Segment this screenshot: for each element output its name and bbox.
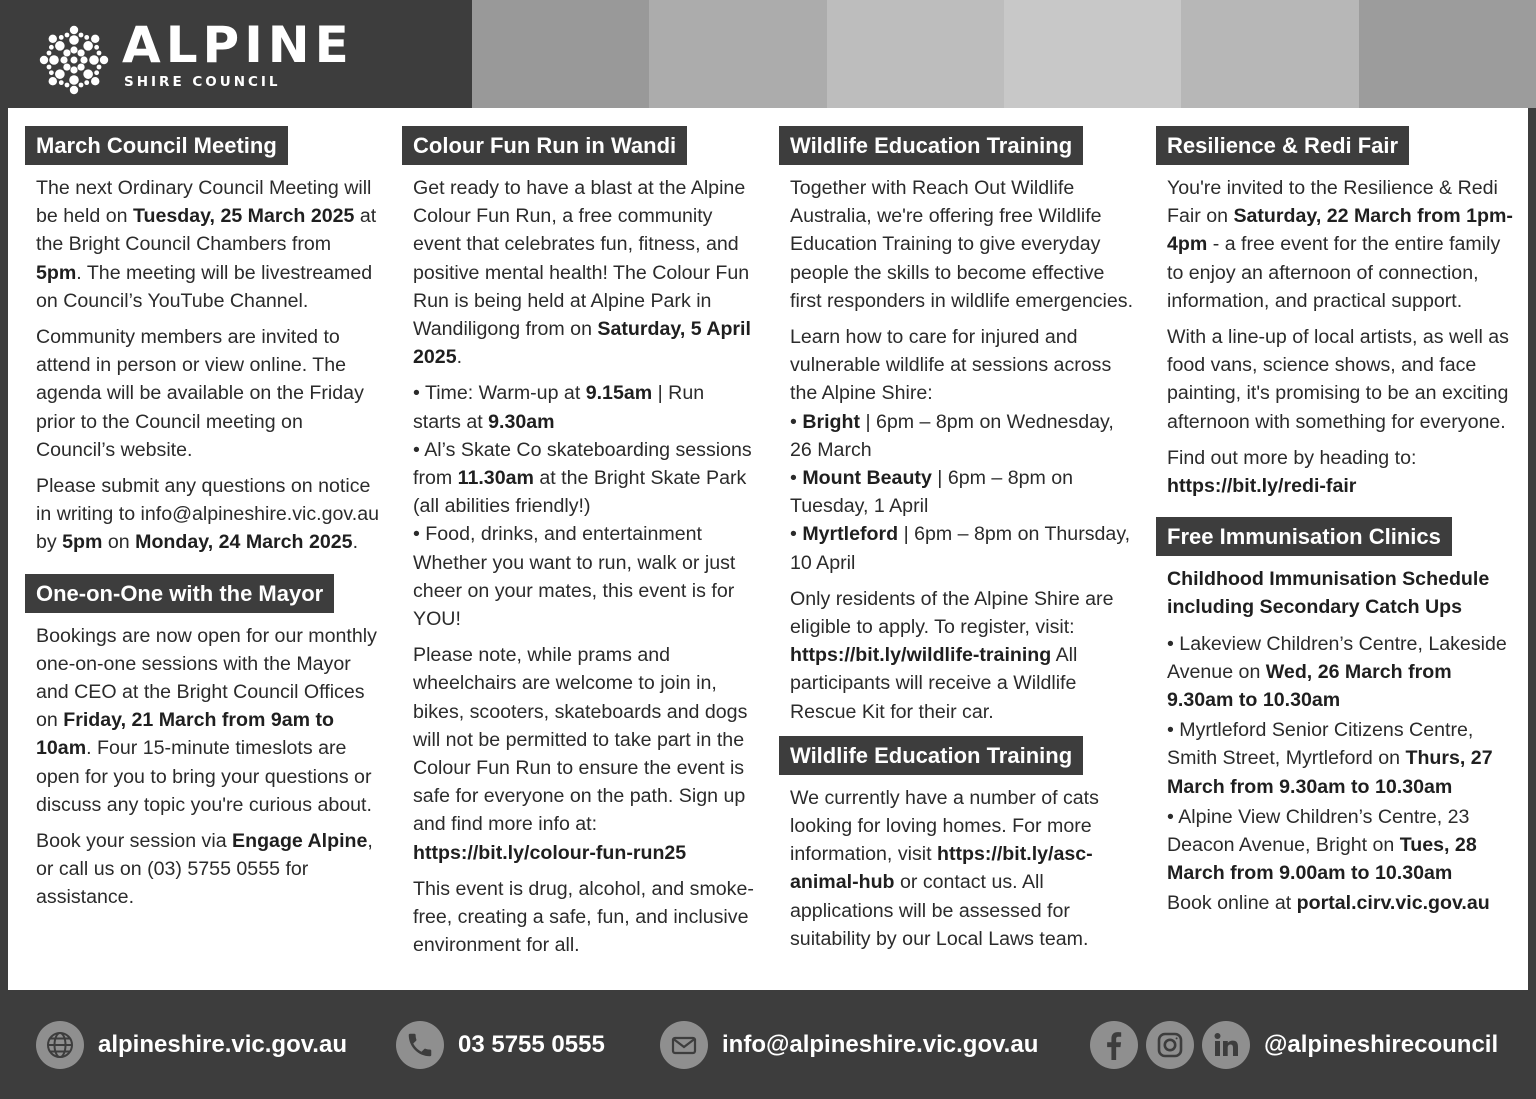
section-paragraph	[402, 875, 757, 960]
contact-footer	[0, 990, 1536, 1099]
emphasis-text: Monday, 24 March 2025	[135, 531, 353, 554]
immunisation-item	[1156, 716, 1520, 801]
body-text: Find out more by heading to:	[1167, 446, 1417, 469]
list-item	[790, 464, 1134, 520]
header-stripe	[1359, 0, 1536, 108]
body-text: | 6pm – 8pm on Wednesday, 26 March	[790, 410, 1114, 461]
body-text: | 6pm – 8pm on Thursday, 10 April	[790, 523, 1131, 574]
website-link[interactable]	[36, 1021, 347, 1069]
body-text: The next Ordinary Council Meeting will be held on	[36, 177, 372, 228]
section-paragraph	[779, 174, 1134, 315]
email-text: info@alpineshire.vic.gov.au	[722, 1031, 1039, 1058]
section-paragraph	[25, 174, 380, 315]
list-item	[413, 379, 757, 435]
body-text: Bookings are now open for our monthly one-on-one sessions with the Mayor and CEO at the Bright Council Offices on	[36, 624, 377, 732]
body-text: You're invited to the Resilience & Redi Fair on	[1167, 177, 1498, 228]
immunisation-item	[1156, 803, 1520, 888]
emphasis-text: 11.30am	[457, 467, 534, 490]
notices-panel	[8, 108, 1528, 990]
header-stripes	[472, 0, 1536, 108]
section-heading: Wildlife Education Training	[779, 126, 1083, 165]
emphasis-text: Mount Beauty	[802, 467, 932, 490]
body-text: on	[102, 531, 136, 554]
emphasis-text: 9.15am	[585, 382, 653, 405]
header-stripe	[649, 0, 826, 108]
logo-title: ALPINE	[122, 16, 354, 74]
header-stripe	[827, 0, 1004, 108]
emphasis-text: Friday, 21 March from 9am to 10am	[36, 709, 335, 760]
section-heading: March Council Meeting	[25, 126, 288, 165]
section-heading: Wildlife Education Training	[779, 736, 1083, 775]
bullet-list	[402, 379, 757, 633]
emphasis-text: Myrtleford	[802, 523, 899, 546]
section-paragraph	[25, 323, 380, 464]
website-text: alpineshire.vic.gov.au	[98, 1031, 347, 1058]
section-paragraph	[779, 323, 1134, 577]
column-3	[779, 126, 1134, 961]
section-paragraph	[1156, 174, 1520, 315]
emphasis-text: 5pm	[36, 261, 77, 284]
section-paragraph	[402, 641, 757, 867]
body-text: at the Bright Council Chambers from	[36, 205, 377, 256]
logo-subtitle: SHIRE COUNCIL	[124, 74, 281, 90]
body-text: Please submit any questions on notice in writing to info@alpineshire.vic.gov.au by	[36, 475, 379, 554]
column-4	[1156, 126, 1520, 920]
section-paragraph	[402, 174, 757, 371]
email-link[interactable]	[660, 1021, 1038, 1069]
body-text: • Alpine View Children’s Centre, 23 Deacon Avenue, Bright on	[1167, 805, 1470, 857]
list-item	[413, 436, 757, 521]
column-1	[25, 126, 380, 920]
body-text: • Al’s Skate Co skateboarding sessions from	[413, 438, 752, 490]
emphasis-text: Bright	[802, 410, 860, 433]
body-text: Get ready to have a blast at the Alpine Colour Fun Run, a free community event that celebrates fun, fitness, and positive mental health! The Colour Fun Run is being held at Alpine Park in Wandiligong from on	[413, 177, 750, 341]
column-2	[402, 126, 757, 967]
header-banner	[0, 0, 1536, 108]
emphasis-text: Engage Alpine	[232, 830, 368, 853]
immunisation-item	[1156, 630, 1520, 715]
social-handle-text: @alpineshirecouncil	[1264, 1031, 1499, 1058]
body-text: With a line-up of local artists, as well as food vans, science shows, and face painting, it's promising to be an exciting afternoon with something for everyone.	[1167, 326, 1509, 433]
header-stripe	[472, 0, 649, 108]
header-stripe	[1181, 0, 1358, 108]
instagram-icon[interactable]	[1146, 1021, 1194, 1069]
body-text: Learn how to care for injured and vulnerable wildlife at sessions across the Alpine Shire:	[790, 326, 1112, 405]
list-item	[790, 408, 1134, 464]
section-heading: Resilience & Redi Fair	[1156, 126, 1409, 165]
phone-icon	[396, 1021, 444, 1069]
body-text: - a free event for the entire family to enjoy an afternoon of connection, information, and practical support.	[1167, 233, 1501, 312]
emphasis-text: https://bit.ly/asc-animal-hub	[790, 843, 1093, 894]
section-paragraph	[1156, 323, 1520, 436]
section-paragraph	[779, 784, 1134, 953]
body-text: All participants will receive a Wildlife Rescue Kit for their car.	[790, 644, 1078, 723]
body-text: .	[352, 531, 359, 554]
body-text: •	[790, 523, 803, 546]
emphasis-text: Wed, 26 March from 9.30am to 10.30am	[1167, 660, 1452, 712]
body-text: Book your session via	[36, 830, 233, 853]
section-heading: Colour Fun Run in Wandi	[402, 126, 687, 165]
section-paragraph	[25, 472, 380, 557]
body-text: • Time: Warm-up at	[413, 382, 586, 405]
emphasis-text: Childhood Immunisation Schedule including Secondary Catch Ups	[1167, 568, 1490, 619]
snowflake-logo-icon	[34, 20, 114, 100]
body-text: • Myrtleford Senior Citizens Centre, Smith Street, Myrtleford on	[1167, 719, 1474, 770]
body-text: or contact us. All applications will be assessed for suitability by our Local Laws team.	[790, 871, 1089, 950]
facebook-icon[interactable]	[1090, 1021, 1138, 1069]
body-text: | Run starts at	[413, 382, 705, 433]
body-text: Book online at	[1167, 892, 1297, 915]
emphasis-text: Saturday, 5 April 2025	[413, 318, 751, 369]
emphasis-text: https://bit.ly/wildlife-training	[790, 644, 1052, 667]
list-item	[413, 549, 757, 634]
body-text: This event is drug, alcohol, and smoke-free, creating a safe, fun, and inclusive environment for all.	[413, 877, 754, 957]
section-paragraph	[1156, 444, 1520, 500]
immunisation-item	[1156, 889, 1520, 917]
body-text: We currently have a number of cats looking for loving homes. For more information, visit	[790, 786, 1099, 866]
body-text: • Lakeview Children’s Centre, Lakeside Avenue on	[1167, 632, 1507, 683]
alpine-shire-logo[interactable]	[34, 18, 374, 94]
section-heading: Free Immunisation Clinics	[1156, 517, 1452, 556]
body-text: •	[790, 467, 803, 490]
body-text: Only residents of the Alpine Shire are eligible to apply. To register, visit:	[790, 587, 1114, 639]
section-paragraph	[25, 622, 380, 819]
emphasis-text: Thurs, 27 March from 9.30am to 10.30am	[1167, 747, 1493, 798]
body-text: Whether you want to run, walk or just cheer on your mates, this event is for YOU!	[413, 551, 736, 631]
body-text: Community members are invited to attend in person or view online. The agenda will be available on the Friday prior to the Council meeting on Council’s website.	[36, 326, 364, 461]
emphasis-text: https://bit.ly/colour-fun-run25	[413, 841, 687, 864]
emphasis-text: 5pm	[62, 531, 103, 554]
section-paragraph	[779, 585, 1134, 726]
section-heading: One-on-One with the Mayor	[25, 574, 334, 613]
body-text: , or call us on (03) 5755 0555 for assistance.	[36, 830, 373, 909]
section-paragraph	[25, 827, 380, 912]
body-text: | 6pm – 8pm on Tuesday, 1 April	[790, 467, 1074, 518]
list-item	[413, 520, 757, 548]
body-text: Please note, while prams and wheelchairs are welcome to join in, bikes, scooters, skateboards and dogs will not be permitted to take part in the Colour Fun Run to ensure the event is safe for everyone on the path. Sign up and find more info at:	[413, 644, 748, 836]
emphasis-text: Tuesday, 25 March 2025	[132, 205, 355, 228]
emphasis-text: Tues, 28 March from 9.00am to 10.30am	[1167, 834, 1477, 885]
social-links	[1090, 1021, 1498, 1069]
header-stripe	[1004, 0, 1181, 108]
emphasis-text: 9.30am	[488, 410, 555, 433]
body-text: • Food, drinks, and entertainment	[413, 523, 702, 546]
body-text: .	[456, 346, 463, 369]
immunisation-subheading	[1156, 565, 1520, 621]
emphasis-text: https://bit.ly/redi-fair	[1167, 475, 1357, 498]
body-text: •	[790, 410, 803, 433]
globe-icon	[36, 1021, 84, 1069]
emphasis-text: portal.cirv.vic.gov.au	[1296, 892, 1490, 915]
mail-icon	[660, 1021, 708, 1069]
body-text: Together with Reach Out Wildlife Australia, we're offering free Wildlife Education Training to give everyday people the skills to become effective first responders in wildlife emergencies.	[790, 177, 1134, 312]
immunisation-list	[1156, 630, 1520, 918]
body-text: . The meeting will be livestreamed on Council’s YouTube Channel.	[36, 261, 373, 312]
body-text: at the Bright Skate Park (all abilities friendly!)	[413, 467, 747, 518]
emphasis-text: Saturday, 22 March from 1pm-4pm	[1167, 205, 1513, 256]
list-item	[790, 520, 1134, 576]
body-text: . Four 15-minute timeslots are open for you to bring your questions or discuss any topic you're curious about.	[36, 737, 372, 816]
phone-text: 03 5755 0555	[458, 1031, 605, 1058]
phone-link[interactable]	[396, 1021, 605, 1069]
linkedin-icon[interactable]	[1202, 1021, 1250, 1069]
